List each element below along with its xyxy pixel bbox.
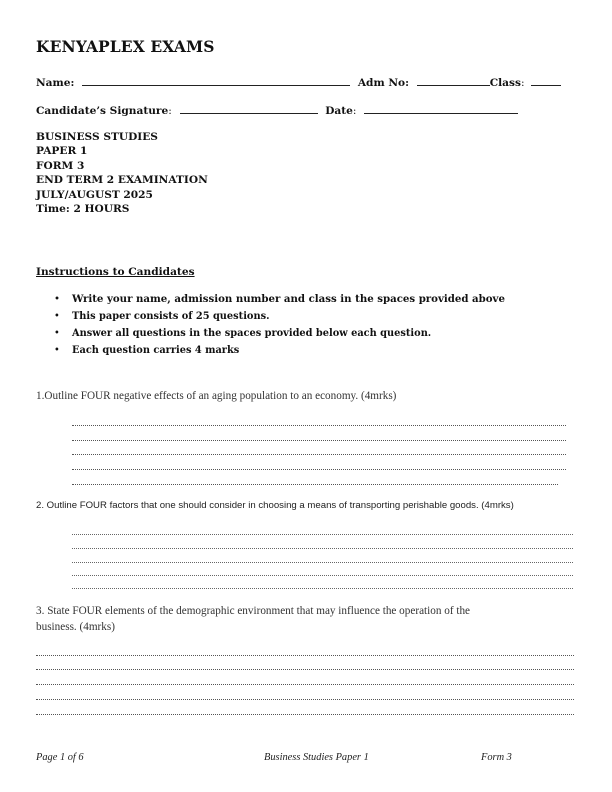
exam-provider-title: KENYAPLEX EXAMS <box>36 37 215 56</box>
instruction-item: • Answer all questions in the spaces provided below each question. <box>52 325 505 342</box>
footer-page-number: Page 1 of 6 <box>36 752 84 763</box>
answer-line[interactable] <box>36 655 574 656</box>
answer-line[interactable] <box>72 454 566 455</box>
form-level: FORM 3 <box>36 159 85 172</box>
paper-number: PAPER 1 <box>36 145 88 158</box>
date-label: Date <box>325 105 353 117</box>
answer-line[interactable] <box>72 562 573 563</box>
exam-duration: Time: 2 HOURS <box>36 203 130 216</box>
footer-form: Form 3 <box>481 752 512 763</box>
question-3-text-line2: business. (4mrks) <box>36 621 115 633</box>
instruction-item: • Write your name, admission number and class in the spaces provided above <box>52 291 505 308</box>
instruction-item: • Each question carries 4 marks <box>52 342 505 359</box>
adm-no-field[interactable] <box>417 75 490 86</box>
footer-paper-title: Business Studies Paper 1 <box>264 752 369 763</box>
question-1-text: 1.Outline FOUR negative effects of an aging population to an economy. (4mrks) <box>36 390 397 402</box>
date-colon: : <box>352 105 357 117</box>
answer-line[interactable] <box>72 534 573 535</box>
signature-field[interactable] <box>180 103 318 114</box>
exam-period: JULY/AUGUST 2025 <box>36 188 153 201</box>
class-label: Class <box>489 77 521 89</box>
signature-row <box>36 103 518 117</box>
answer-line[interactable] <box>36 684 574 685</box>
name-field[interactable] <box>82 75 350 86</box>
question-3-text-line1: 3. State FOUR elements of the demographic environment that may influence the operation of the <box>36 605 471 617</box>
name-label: Name: <box>36 77 75 89</box>
answer-line[interactable] <box>72 440 566 441</box>
answer-line[interactable] <box>72 548 573 549</box>
answer-line[interactable] <box>36 699 574 700</box>
subject: BUSINESS STUDIES <box>36 131 158 143</box>
date-field[interactable] <box>364 103 518 114</box>
question-2-text: 2. Outline FOUR factors that one should consider in choosing a means of transporting perishable goods. (4mrks) <box>36 500 514 511</box>
answer-line[interactable] <box>72 469 566 470</box>
paper-info <box>36 130 208 216</box>
answer-line[interactable] <box>36 714 574 715</box>
instructions-list <box>52 291 505 359</box>
signature-label: Candidate’s Signature <box>36 105 169 117</box>
student-details-row <box>36 75 561 89</box>
instructions-heading: Instructions to Candidates <box>36 266 195 278</box>
adm-no-label: Adm No: <box>357 77 410 89</box>
answer-line[interactable] <box>72 484 558 485</box>
exam-name: END TERM 2 EXAMINATION <box>36 174 208 187</box>
answer-line[interactable] <box>36 669 574 670</box>
signature-colon: : <box>168 105 172 117</box>
answer-line[interactable] <box>72 425 566 426</box>
answer-line[interactable] <box>72 588 573 589</box>
class-colon: : <box>520 77 525 89</box>
class-field[interactable] <box>531 75 561 86</box>
answer-line[interactable] <box>72 575 573 576</box>
instruction-item: • This paper consists of 25 questions. <box>52 308 505 325</box>
